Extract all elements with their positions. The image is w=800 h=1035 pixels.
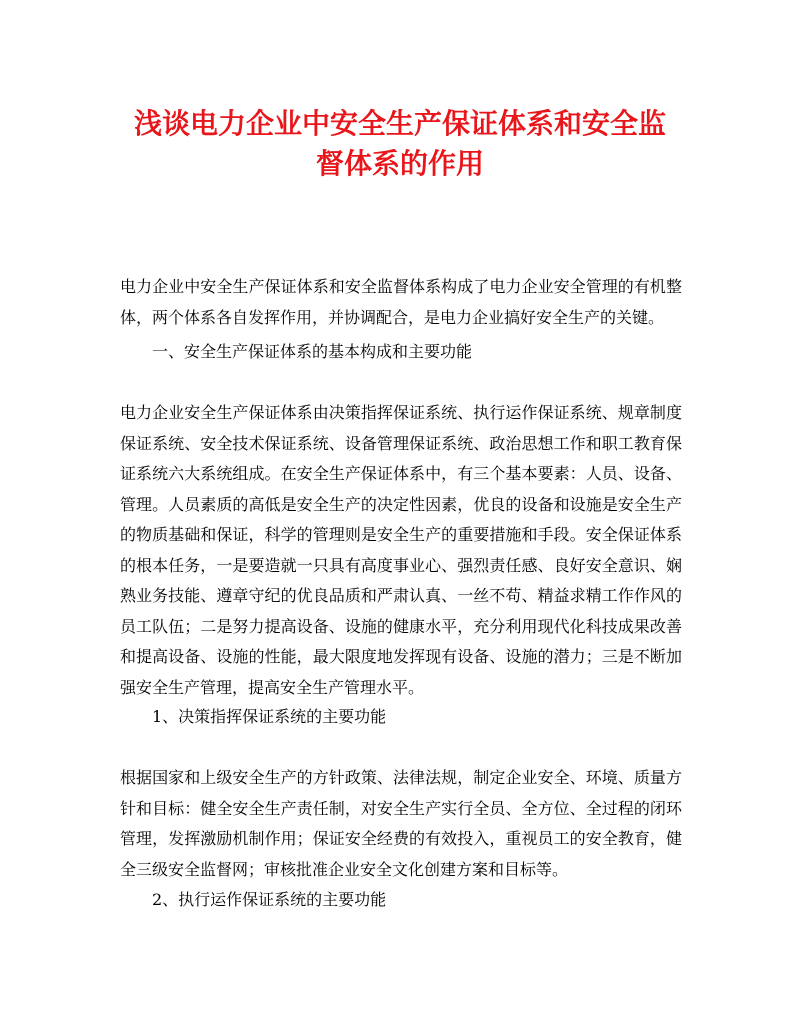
section-heading-1: 一、安全生产保证体系的基本构成和主要功能 bbox=[152, 342, 473, 361]
section-heading-3: 2、执行运作保证系统的主要功能 bbox=[152, 890, 387, 909]
document-title bbox=[100, 104, 700, 184]
title-line-1: 浅谈电力企业中安全生产保证体系和安全监 bbox=[133, 107, 666, 140]
intro-paragraph: 电力企业中安全生产保证体系和安全监督体系构成了电力企业安全管理的有机整体，两个体系各自发挥作用，并协调配合，是电力企业搞好安全生产的关键。 bbox=[120, 277, 682, 327]
section-heading-2: 1、决策指挥保证系统的主要功能 bbox=[152, 707, 387, 726]
paragraph-1: 电力企业安全生产保证体系由决策指挥保证系统、执行运作保证系统、规章制度保证系统、安全技术保证系统、设备管理保证系统、政治思想工作和职工教育保证系统六大系统组成。在安全生产保证体系中，有三个基本要素：人员、设备、管理。人员素质的高低是安全生产的决定性因素，优良的设备和设施是安全生产的物质基础和保证，科学的管理则是安全生产的重要措施和手段。安全保证体系的根本任务，一是要造就一只具有高度事业心、强烈责任感、良好安全意识、娴熟业务技能、遵章守纪的优良品质和严肃认真、一丝不苟、精益求精工作作风的员工队伍；二是努力提高设备、设施的健康水平，充分利用现代化科技成果改善和提高设备、设施的性能，最大限度地发挥现有设备、设施的潜力；三是不断加强安全生产管理，提高安全生产管理水平。 bbox=[120, 403, 682, 697]
title-line-2: 督体系的作用 bbox=[315, 147, 484, 180]
paragraph-2: 根据国家和上级安全生产的方针政策、法律法规，制定企业安全、环境、质量方针和目标：健全安全生产责任制，对安全生产实行全员、全方位、全过程的闭环管理，发挥激励机制作用；保证安全经费的有效投入，重视员工的安全教育，健全三级安全监督网；审核批准企业安全文化创建方案和目标等。 bbox=[120, 768, 682, 879]
